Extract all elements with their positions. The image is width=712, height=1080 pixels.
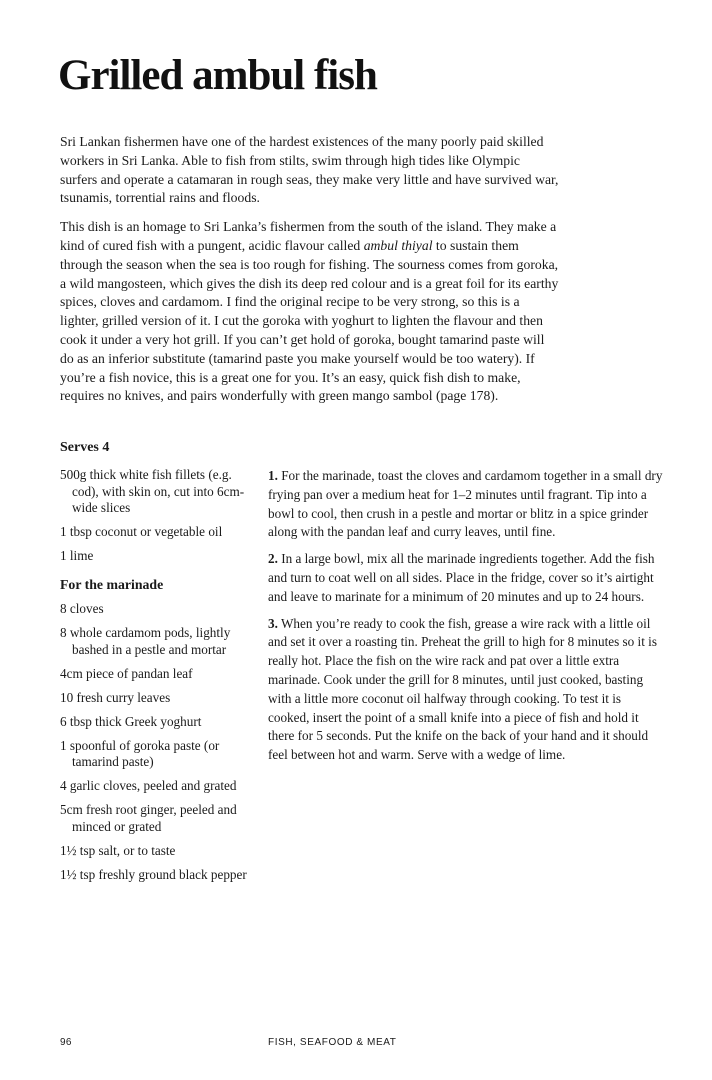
page-number: 96 bbox=[60, 1037, 72, 1048]
recipe-title: Grilled ambul fish bbox=[58, 52, 377, 99]
ingredient-item: 1 tbsp coconut or vegetable oil bbox=[60, 524, 223, 539]
ingredient-item: 1½ tsp freshly ground black pepper bbox=[60, 866, 247, 882]
ingredient-item: 6 tbsp thick Greek yoghurt bbox=[60, 713, 202, 729]
step-number: 2. bbox=[268, 551, 278, 567]
step-number: 3. bbox=[268, 615, 278, 631]
method-step bbox=[268, 467, 664, 542]
intro-text-run: to sustain them through the season when the sea is too rough for fishing. The sourness comes from goroka, a wild mangosteen, which gives the dish its deep red colour and is a great foil for its earthy spices, cloves and cardamom. I find the original recipe to be very strong, so this is a lighter, grilled version of it. I cut the goroka with yoghurt to lighten the flavour and then cook it under a very hot grill. If you can’t get hold of goroka, bought tamarind paste will do as an inferior substitute (tamarind paste you make yourself would be too watery). If you’re a fish novice, this is a great one for you. It’s an easy, quick fish dish to make, requires no knives, and pairs wonderfully with green mango sambol (page 178). bbox=[60, 237, 559, 404]
intro-paragraph bbox=[60, 218, 560, 406]
ingredient-item: 1 spoonful of goroka paste (or tamarind paste) bbox=[60, 737, 220, 769]
method-step bbox=[268, 550, 664, 606]
dish-name-italic: ambul thiyal bbox=[363, 237, 433, 253]
method-steps bbox=[268, 467, 664, 773]
ingredient-item: 1½ tsp salt, or to taste bbox=[60, 842, 176, 858]
ingredient-item: 4 garlic cloves, peeled and grated bbox=[60, 778, 237, 793]
ingredient-item: 10 fresh curry leaves bbox=[60, 689, 171, 705]
serves-heading: Serves 4 bbox=[60, 440, 110, 455]
intro-text bbox=[60, 133, 560, 416]
ingredient-item: 1 lime bbox=[60, 548, 94, 563]
ingredient-item: 500g thick white fish fillets (e.g. cod), with skin on, cut into 6cm-wide slices bbox=[60, 467, 245, 515]
method-step bbox=[268, 615, 664, 765]
ingredient-item: 5cm fresh root ginger, peeled and minced or grated bbox=[60, 802, 237, 834]
step-text: For the marinade, toast the cloves and cardamom together in a small dry frying pan over a medium heat for 1–2 minutes until fragrant. Tip into a bowl to cool, then crush in a pestle and mortar or blitz in a spice grinder along with the pandan leaf and curry leaves, until fine. bbox=[268, 468, 663, 540]
step-text: When you’re ready to cook the fish, grease a wire rack with a little oil and set it over a roasting tin. Preheat the grill to high for 8 minutes so it is really hot. Place the fish on the wire rack and pat over a little extra marinade. Cook under the grill for 8 minutes, until just cooked, basting with a little more coconut oil halfway through cooking. To test it is cooked, insert the point of a small knife into a piece of fish and hold it there for 5 seconds. Put the knife on the back of your hand and it should feel between hot and warm. Serve with a wedge of lime. bbox=[268, 615, 657, 763]
intro-paragraph: Sri Lankan fishermen have one of the hardest existences of the many poorly paid skilled workers in Sri Lanka. Able to fish from stilts, swim through high tides like Olympic surfers and operate a catamaran in rough seas, they make very little and have survived war, tsunamis, torrential rains and floods. bbox=[60, 134, 559, 206]
ingredient-item: 4cm piece of pandan leaf bbox=[60, 665, 193, 681]
ingredient-item: 8 whole cardamom pods, lightly bashed in a pestle and mortar bbox=[60, 625, 231, 657]
intro-text-run: This dish is an homage to Sri Lanka’s fishermen from the south of the island. They make a kind of cured fish with a pungent, acidic flavour called bbox=[60, 219, 557, 253]
step-text: In a large bowl, mix all the marinade ingredients together. Add the fish and turn to coat well on all sides. Place in the fridge, cover so it’s airtight and leave to marinate for a minimum of 20 minutes and up to 24 hours. bbox=[268, 551, 655, 604]
ingredient-item: 8 cloves bbox=[60, 601, 104, 616]
ingredients-list bbox=[60, 467, 260, 891]
marinade-heading: For the marinade bbox=[60, 576, 164, 592]
section-name: FISH, SEAFOOD & MEAT bbox=[268, 1037, 397, 1048]
step-number: 1. bbox=[268, 468, 278, 483]
